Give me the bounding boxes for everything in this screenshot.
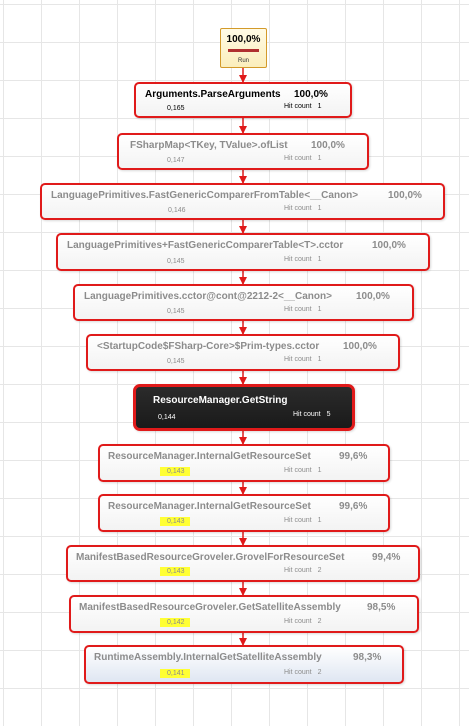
node-name: RuntimeAssembly.InternalGetSatelliteAssembly [94,652,322,663]
node-hit-count: Hit count 1 [284,467,322,474]
node-percent: 100,0% [311,140,345,151]
node-time: 0,141 [160,669,190,678]
node-name: ResourceManager.GetString [153,395,288,406]
node-percent: 98,5% [367,602,396,613]
node-name: ResourceManager.InternalGetResourceSet [108,451,311,462]
call-node-resource-manager-get-string[interactable] [133,384,355,431]
node-hit-count: Hit count 2 [284,618,322,625]
call-node-fast-generic-comparer-table-cctor[interactable] [56,233,430,271]
node-name: ManifestBasedResourceGroveler.GrovelForResourceSet [76,552,345,563]
node-percent: 99,4% [372,552,401,563]
node-percent: 100,0% [356,291,390,302]
call-node-startup-code-prim-types[interactable] [86,334,400,371]
call-node-get-satellite-assembly[interactable] [69,595,419,633]
node-time: 0,143 [160,517,190,526]
node-name: LanguagePrimitives.cctor@cont@2212-2<__Canon> [84,291,332,302]
node-time: 0,145 [167,308,185,315]
node-percent: 98,3% [353,652,382,663]
node-time: 0,143 [160,567,190,576]
node-name: Arguments.ParseArguments [145,89,281,100]
node-time: 0,165 [167,105,185,112]
node-time: 0,147 [167,157,185,164]
call-node-cctor-cont[interactable] [73,284,414,321]
call-node-fast-generic-comparer-from-table[interactable] [40,183,445,220]
node-name: LanguagePrimitives.FastGenericComparerFromTable<__Canon> [51,190,359,201]
call-node-fsharpmap-oflist[interactable] [117,133,369,170]
node-name: <StartupCode$FSharp-Core>$Prim-types.cctor [97,341,320,352]
node-time: 0,145 [167,358,185,365]
node-hit-count: Hit count 1 [284,103,322,110]
node-percent: 99,6% [339,501,368,512]
node-percent: 99,6% [339,451,368,462]
node-time: 0,146 [168,207,186,214]
node-hit-count: Hit count 1 [284,306,322,313]
node-time: 0,145 [167,258,185,265]
node-hit-count: Hit count 2 [284,669,322,676]
node-percent: 100,0% [343,341,377,352]
node-percent: 100,0% [294,89,328,100]
node-hit-count: Hit count 2 [284,567,322,574]
node-name: LanguagePrimitives+FastGenericComparerTable<T>.cctor [67,240,344,251]
node-percent: 100,0% [388,190,422,201]
node-hit-count: Hit count 1 [284,517,322,524]
node-time: 0,144 [158,414,176,421]
node-time: 0,142 [160,618,190,627]
node-hit-count: Hit count 1 [284,356,322,363]
root-progress-bar [228,49,259,52]
node-hit-count: Hit count 1 [284,205,322,212]
call-node-internal-get-resource-set-2[interactable] [98,494,390,532]
node-name: FSharpMap<TKey, TValue>.ofList [130,140,288,151]
call-node-grovel-for-resource-set[interactable] [66,545,420,582]
root-label: Run [237,58,249,64]
node-hit-count: Hit count 1 [284,256,322,263]
node-hit-count: Hit count 5 [293,411,331,418]
root-percent: 100,0% [226,34,261,45]
call-node-internal-get-satellite-assembly[interactable] [84,645,404,684]
node-hit-count: Hit count 1 [284,155,322,162]
node-name: ResourceManager.InternalGetResourceSet [108,501,311,512]
node-time: 0,143 [160,467,190,476]
node-name: ManifestBasedResourceGroveler.GetSatelliteAssembly [79,602,341,613]
call-node-internal-get-resource-set-1[interactable] [98,444,390,482]
node-percent: 100,0% [372,240,406,251]
call-node-parse-arguments[interactable] [134,82,352,118]
root-run-node[interactable] [220,28,267,68]
